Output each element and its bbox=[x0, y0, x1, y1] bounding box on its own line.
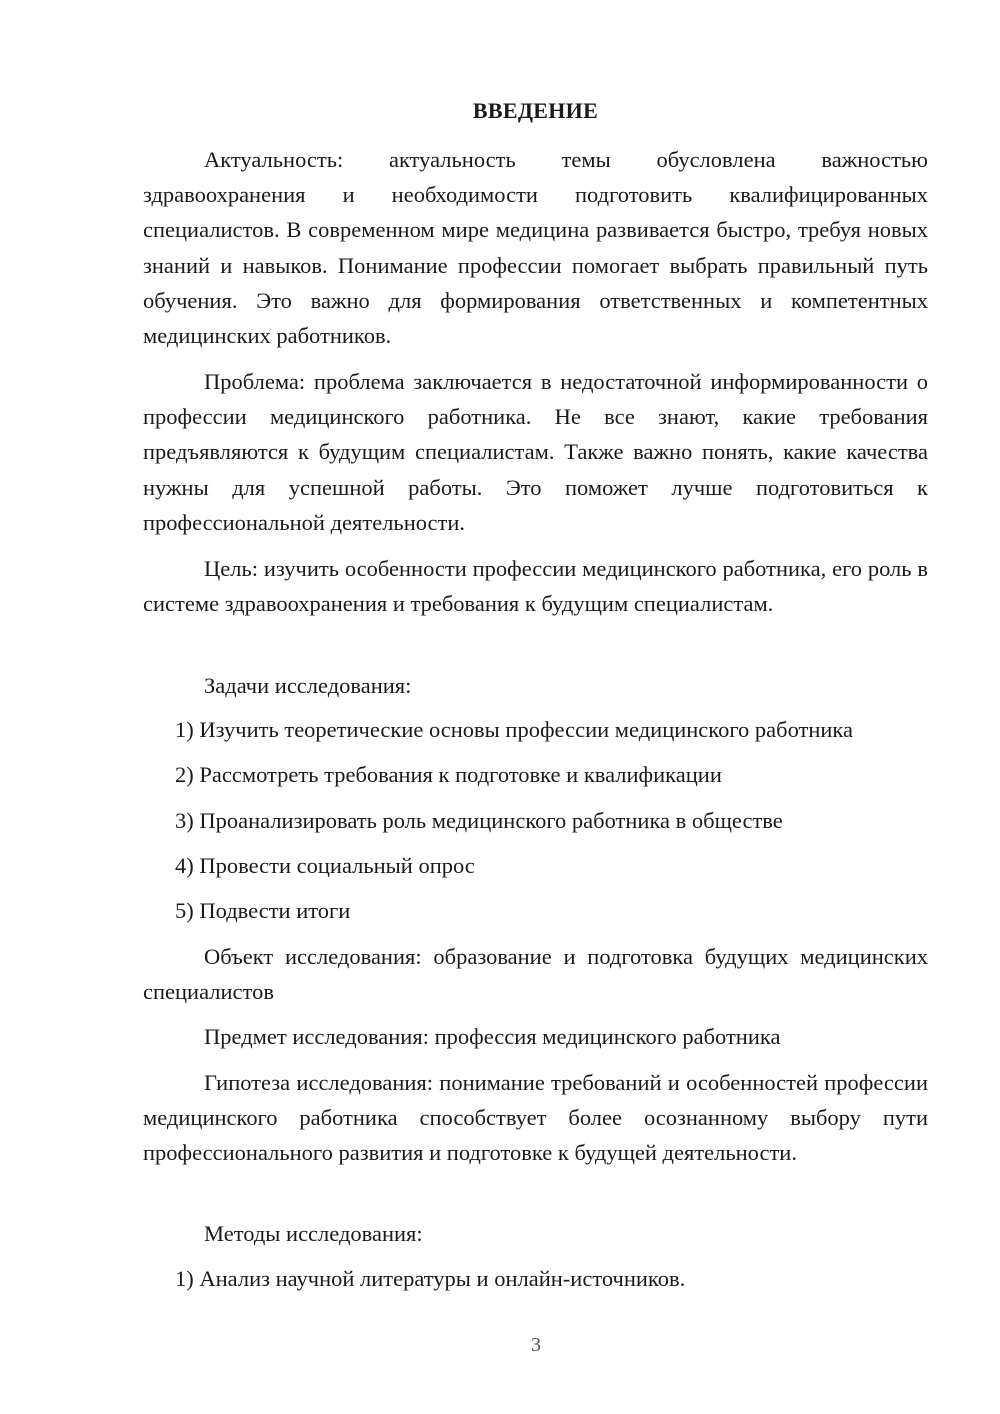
task-item: 1) Изучить теоретические основы профессии медицинского работника bbox=[175, 717, 854, 742]
relevance-paragraph: Актуальность: актуальность темы обусловлена важностью здравоохранения и необходимости подготовить квалифицированных специалистов. В современном мире медицина развивается быстро, требуя новых знаний и навыков. Понимание профессии помогает выбрать правильный путь обучения. Это важно для формирования ответственных и компетентных медицинских работников. bbox=[143, 147, 928, 349]
task-item: 5) Подвести итоги bbox=[175, 898, 351, 923]
hypothesis-paragraph: Гипотеза исследования: понимание требований и особенностей профессии медицинского работника способствует более осознанному выбору пути профессионального развития и подготовке к будущей деятельности. bbox=[143, 1070, 928, 1166]
problem-paragraph: Проблема: проблема заключается в недостаточной информированности о профессии медицинского работника. Не все знают, какие требования предъявляются к будущим специалистам. Также важно понять, какие качества нужны для успешной работы. Это поможет лучше подготовиться к профессиональной деятельности. bbox=[143, 369, 928, 535]
task-item: 4) Провести социальный опрос bbox=[175, 853, 475, 878]
task-item: 2) Рассмотреть требования к подготовке и квалификации bbox=[175, 762, 722, 787]
tasks-heading: Задачи исследования: bbox=[204, 673, 412, 698]
object-paragraph: Объект исследования: образование и подготовка будущих медицинских специалистов bbox=[143, 944, 928, 1005]
goal-paragraph: Цель: изучить особенности профессии медицинского работника, его роль в системе здравоохранения и требования к будущим специалистам. bbox=[143, 556, 928, 617]
task-item: 3) Проанализировать роль медицинского работника в обществе bbox=[175, 808, 783, 833]
section-heading: ВВЕДЕНИЕ bbox=[472, 98, 599, 123]
method-item: 1) Анализ научной литературы и онлайн-источников. bbox=[175, 1266, 686, 1291]
page-number: 3 bbox=[531, 1334, 541, 1356]
subject-paragraph: Предмет исследования: профессия медицинского работника bbox=[204, 1024, 781, 1049]
methods-heading: Методы исследования: bbox=[204, 1221, 423, 1246]
